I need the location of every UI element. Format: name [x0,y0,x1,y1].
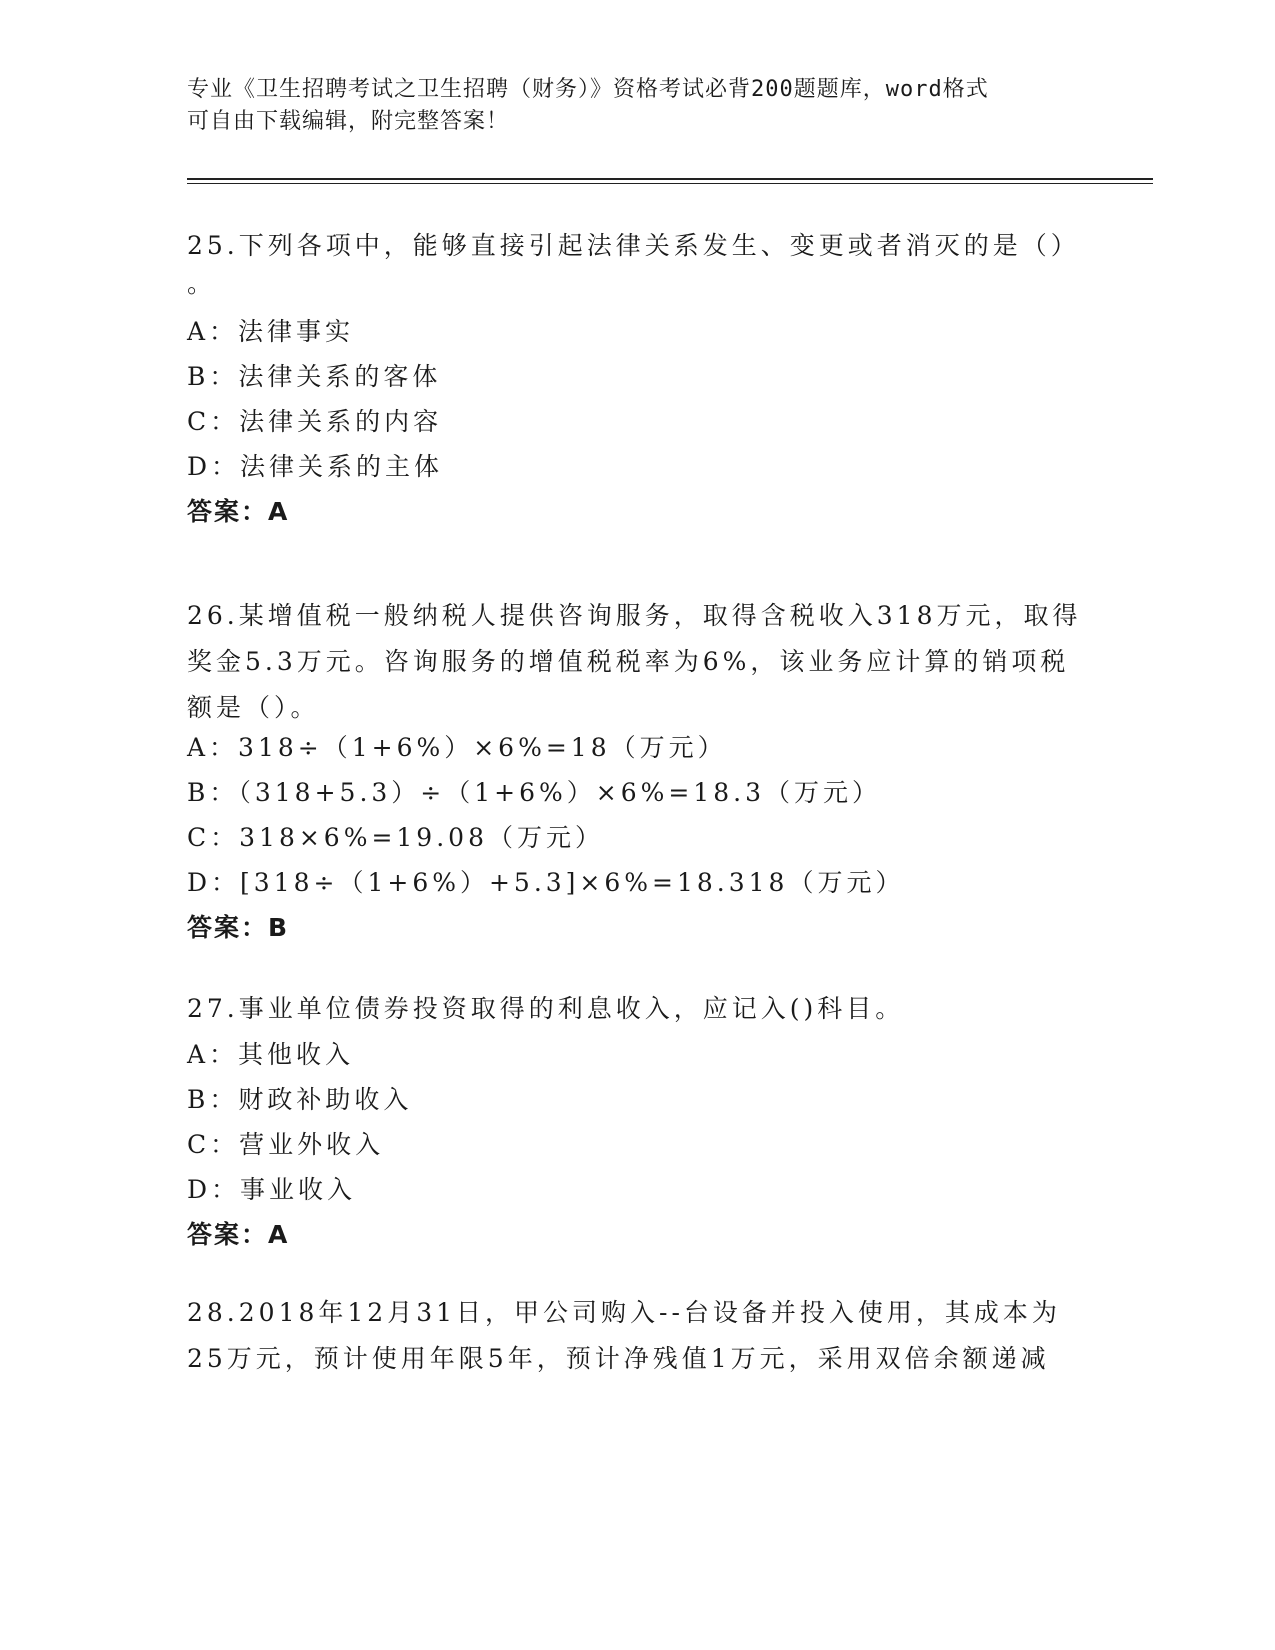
option-a: A：法律事实 [187,317,355,346]
option-d: D：事业收入 [187,1175,357,1204]
option-c: C：营业外收入 [187,1130,385,1159]
question-text: 28.2018年12月31日，甲公司购入--台设备并投入使用，其成本为 [187,1298,1061,1327]
option-d: D：法律关系的主体 [187,452,444,481]
question-26 [187,593,1087,950]
question-text: 26.某增值税一般纳税人提供咨询服务，取得含税收入318万元，取得 [187,601,1082,630]
answer: 答案：B [187,913,290,942]
question-28 [187,1290,1087,1382]
header-divider [187,178,1153,180]
question-text: 25万元，预计使用年限5年，预计净残值1万元，采用双倍余额递减 [187,1344,1050,1373]
option-a: A：其他收入 [187,1040,355,1069]
question-text: 25.下列各项中，能够直接引起法律关系发生、变更或者消灭的是（） [187,231,1080,260]
document-header [187,74,1067,138]
header-divider [187,183,1153,184]
option-b: B：（318+5.3）÷（1+6%）×6%=18.3（万元） [187,778,881,807]
option-b: B：法律关系的客体 [187,362,442,391]
option-c: C：318×6%=19.08（万元） [187,823,604,852]
header-line: 可自由下载编辑，附完整答案！ [187,109,510,134]
option-c: C：法律关系的内容 [187,407,443,436]
question-25 [187,223,1087,534]
option-d: D：[318÷（1+6%）+5.3]×6%=18.318（万元） [187,868,905,897]
answer: 答案：A [187,497,290,526]
header-line: 专业《卫生招聘考试之卫生招聘（财务）》资格考试必背200题题库，word格式 [187,77,989,102]
option-a: A：318÷（1+6%）×6%=18（万元） [187,733,727,762]
question-text: 奖金5.3万元。咨询服务的增值税税率为6%，该业务应计算的销项税 [187,647,1070,676]
question-text: 。 [187,269,217,298]
answer: 答案：A [187,1220,290,1249]
question-text: 额是（）。 [187,693,320,722]
question-27 [187,986,1087,1257]
question-text: 27.事业单位债券投资取得的利息收入，应记入()科目。 [187,994,905,1023]
option-b: B：财政补助收入 [187,1085,413,1114]
